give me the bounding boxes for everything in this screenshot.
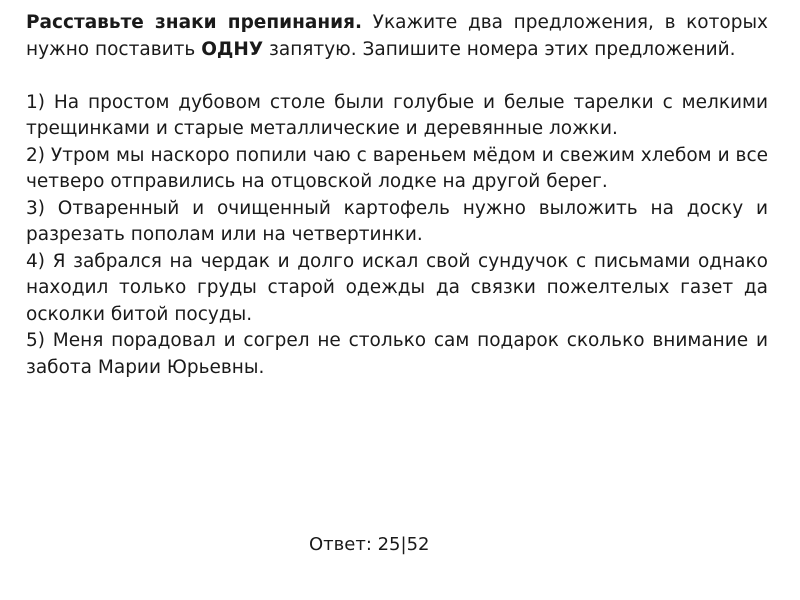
task-instruction — [26, 10, 768, 63]
instruction-text-1: Укажите два предложения, в которых нужно поставить — [26, 12, 769, 60]
instruction-text-2: запятую. Запишите номера этих предложений. — [263, 38, 736, 60]
instruction-bold: Расставьте знаки препинания. — [26, 12, 363, 33]
sentence-3: 3) Отваренный и очищенный картофель нужно выложить на доску и разрезать пополам или на четвертинки. — [26, 197, 768, 245]
spacer — [26, 63, 768, 90]
sentence-4: 4) Я забрался на чердак и долго искал свой сундучок с письмами однако находил только груды старой одежды да связки пожелтелых газет да осколки битой посуды. — [26, 250, 768, 325]
task-content — [26, 10, 768, 381]
sentence-5: 5) Меня порадовал и согрел не столько сам подарок сколько внимание и забота Марии Юрьевны. — [26, 330, 768, 378]
sentence-2: 2) Утром мы наскоро попили чаю с вареньем мёдом и свежим хлебом и все четверо отправились на отцовской лодке на другой берег. — [26, 144, 768, 192]
sentence-1: 1) На простом дубовом столе были голубые и белые тарелки с мелкими трещинками и старые металлические и деревянные ложки. — [26, 91, 768, 139]
answer-text: Ответ: 25|52 — [309, 534, 430, 555]
instruction-emphasis: ОДНУ — [201, 38, 264, 60]
